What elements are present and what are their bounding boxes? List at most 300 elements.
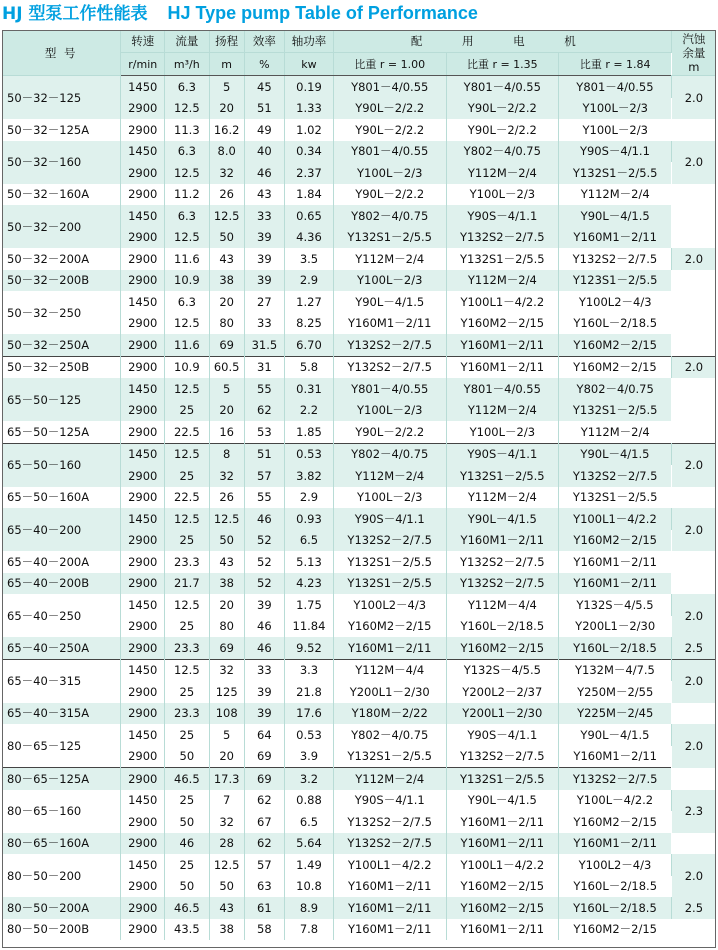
head-cell: 12.5 [209, 508, 244, 530]
motor-sg2-cell: Y132S2－2/7.5 [446, 746, 559, 768]
head-cell: 32 [209, 162, 244, 184]
motor-sg3-cell: Y132S1－2/5.5 [559, 162, 672, 184]
model-cell: 80－65－125 [2, 724, 121, 768]
table-row [2, 768, 716, 790]
npsh-cell: 2.0 [671, 76, 716, 120]
col-sg1: 比重 r = 1.00 [333, 53, 446, 76]
page-title [0, 0, 718, 26]
eff-cell: 31.5 [244, 334, 284, 356]
eff-cell: 46 [244, 162, 284, 184]
table-row [2, 487, 716, 509]
motor-sg1-cell: Y90S－4/1.1 [333, 790, 446, 812]
motor-sg1-cell: Y100L－2/3 [333, 400, 446, 422]
eff-cell: 39 [244, 681, 284, 703]
npsh-cell: 2.3 [671, 790, 716, 833]
npsh-cell: 2.0 [671, 508, 716, 551]
npsh-cell: 2.0 [671, 594, 716, 637]
motor-sg2-cell: Y802－4/0.75 [446, 141, 559, 163]
eff-cell: 67 [244, 811, 284, 833]
flow-cell: 22.5 [165, 487, 210, 509]
motor-sg1-cell: Y132S2－2/7.5 [333, 356, 446, 378]
motor-sg2-cell: Y160M1－2/11 [446, 356, 559, 378]
motor-sg2-cell: Y160M1－2/11 [446, 334, 559, 356]
power-cell: 0.65 [285, 205, 334, 227]
power-cell: 0.88 [285, 790, 334, 812]
model-group [2, 551, 716, 573]
unit-head: m [209, 53, 244, 76]
unit-eff: % [244, 53, 284, 76]
model-group [2, 248, 716, 270]
eff-cell: 33 [244, 205, 284, 227]
motor-sg1-cell: Y112M－2/4 [333, 465, 446, 487]
table-row [2, 119, 716, 141]
model-cell: 80－65－125A [2, 768, 121, 790]
flow-cell: 10.9 [165, 356, 210, 378]
table-row [2, 205, 716, 227]
eff-cell: 39 [244, 594, 284, 616]
speed-cell: 2900 [121, 313, 165, 335]
flow-cell: 46 [165, 833, 210, 855]
flow-cell: 25 [165, 530, 210, 552]
eff-cell: 62 [244, 400, 284, 422]
power-cell: 11.84 [285, 616, 334, 638]
power-cell: 8.25 [285, 313, 334, 335]
flow-cell: 25 [165, 681, 210, 703]
motor-sg2-cell: Y100L1－4/2.2 [446, 291, 559, 313]
model-cell: 50－32－250A [2, 334, 121, 356]
power-cell: 8.9 [285, 897, 334, 919]
head-cell: 50 [209, 530, 244, 552]
motor-sg1-cell: Y132S2－2/7.5 [333, 334, 446, 356]
motor-sg2-cell: Y90S－4/1.1 [446, 443, 559, 465]
model-cell: 50－32－160 [2, 141, 121, 184]
eff-cell: 57 [244, 465, 284, 487]
flow-cell: 12.5 [165, 162, 210, 184]
motor-sg1-cell: Y160M2－2/15 [333, 616, 446, 638]
motor-sg3-cell: Y132S2－2/7.5 [559, 768, 672, 790]
model-cell: 80－50－200 [2, 854, 121, 897]
power-cell: 2.9 [285, 487, 334, 509]
model-group [2, 378, 716, 421]
model-group [2, 291, 716, 334]
motor-sg1-cell: Y801－4/0.55 [333, 76, 446, 98]
motor-sg2-cell: Y160M1－2/11 [446, 811, 559, 833]
motor-sg3-cell: Y112M－2/4 [559, 184, 672, 206]
table-row [2, 724, 716, 746]
model-group [2, 334, 716, 356]
speed-cell: 2900 [121, 573, 165, 595]
table-row [2, 291, 716, 313]
power-cell: 5.13 [285, 551, 334, 573]
flow-cell: 25 [165, 465, 210, 487]
power-cell: 1.02 [285, 119, 334, 141]
head-cell: 32 [209, 811, 244, 833]
motor-sg1-cell: Y132S1－2/5.5 [333, 573, 446, 595]
eff-cell: 55 [244, 487, 284, 509]
flow-cell: 50 [165, 811, 210, 833]
title-zh: HJ 型泵工作性能表 [2, 4, 148, 24]
speed-cell: 2900 [121, 334, 165, 356]
eff-cell: 62 [244, 833, 284, 855]
head-cell: 17.3 [209, 768, 244, 790]
eff-cell: 46 [244, 508, 284, 530]
flow-cell: 25 [165, 790, 210, 812]
power-cell: 1.85 [285, 421, 334, 443]
motor-sg2-cell: Y100L－2/3 [446, 184, 559, 206]
table-row [2, 443, 716, 465]
table-row [2, 248, 716, 270]
model-cell: 80－50－200B [2, 919, 121, 941]
eff-cell: 46 [244, 637, 284, 659]
motor-sg1-cell: Y100L1－4/2.2 [333, 854, 446, 876]
head-cell: 60.5 [209, 356, 244, 378]
motor-sg2-cell: Y112M－2/4 [446, 400, 559, 422]
motor-sg2-cell: Y801－4/0.55 [446, 378, 559, 400]
power-cell: 1.84 [285, 184, 334, 206]
speed-cell: 2900 [121, 270, 165, 292]
speed-cell: 2900 [121, 897, 165, 919]
speed-cell: 2900 [121, 746, 165, 768]
head-cell: 125 [209, 681, 244, 703]
motor-sg1-cell: Y802－4/0.75 [333, 443, 446, 465]
flow-cell: 6.3 [165, 141, 210, 163]
motor-sg2-cell: Y801－4/0.55 [446, 76, 559, 98]
motor-sg1-cell: Y90S－4/1.1 [333, 508, 446, 530]
flow-cell: 50 [165, 876, 210, 898]
model-cell: 80－65－160A [2, 833, 121, 855]
eff-cell: 27 [244, 291, 284, 313]
flow-cell: 25 [165, 400, 210, 422]
flow-cell: 46.5 [165, 768, 210, 790]
flow-cell: 12.5 [165, 313, 210, 335]
motor-sg3-cell: Y200L1－2/30 [559, 616, 672, 638]
motor-sg1-cell: Y132S1－2/5.5 [333, 746, 446, 768]
power-cell: 9.52 [285, 637, 334, 659]
model-group [2, 76, 716, 120]
head-cell: 8 [209, 443, 244, 465]
motor-sg3-cell: Y160M2－2/15 [559, 356, 672, 378]
model-cell: 50－32－160A [2, 184, 121, 206]
motor-sg3-cell: Y132M－4/7.5 [559, 659, 672, 681]
power-cell: 2.9 [285, 270, 334, 292]
table-row [2, 356, 716, 378]
npsh-cell: 2.5 [671, 897, 716, 919]
motor-sg1-cell: Y90L－2/2.2 [333, 421, 446, 443]
head-cell: 26 [209, 487, 244, 509]
head-cell: 5 [209, 378, 244, 400]
motor-sg1-cell: Y100L－2/3 [333, 487, 446, 509]
head-cell: 80 [209, 313, 244, 335]
table-row [2, 270, 716, 292]
head-cell: 108 [209, 703, 244, 725]
model-group [2, 508, 716, 551]
motor-sg1-cell: Y801－4/0.55 [333, 378, 446, 400]
col-sg3: 比重 r = 1.84 [559, 53, 672, 76]
model-cell: 65－40－200A [2, 551, 121, 573]
table-header [2, 30, 716, 76]
motor-sg3-cell: Y160M1－2/11 [559, 746, 672, 768]
speed-cell: 1450 [121, 790, 165, 812]
flow-cell: 12.5 [165, 443, 210, 465]
motor-sg1-cell: Y112M－2/4 [333, 768, 446, 790]
power-cell: 0.53 [285, 443, 334, 465]
model-group [2, 356, 716, 378]
motor-sg1-cell: Y90L－2/2.2 [333, 184, 446, 206]
head-cell: 16.2 [209, 119, 244, 141]
head-cell: 20 [209, 400, 244, 422]
motor-sg3-cell: Y100L－2/3 [559, 119, 672, 141]
power-cell: 3.5 [285, 248, 334, 270]
speed-cell: 2900 [121, 400, 165, 422]
motor-sg2-cell: Y112M－2/4 [446, 487, 559, 509]
speed-cell: 2900 [121, 703, 165, 725]
motor-sg1-cell: Y200L1－2/30 [333, 681, 446, 703]
head-cell: 7 [209, 790, 244, 812]
motor-sg2-cell: Y112M－4/4 [446, 594, 559, 616]
eff-cell: 69 [244, 746, 284, 768]
npsh-cell: 2.0 [671, 659, 716, 703]
table-row [2, 919, 716, 941]
eff-cell: 39 [244, 227, 284, 249]
speed-cell: 2900 [121, 811, 165, 833]
flow-cell: 23.3 [165, 637, 210, 659]
motor-sg1-cell: Y100L－2/3 [333, 270, 446, 292]
head-cell: 12.5 [209, 854, 244, 876]
model-cell: 65－50－160A [2, 487, 121, 509]
model-group [2, 659, 716, 703]
col-power: 轴功率 [285, 30, 334, 53]
npsh-cell: 2.0 [671, 854, 716, 897]
motor-sg3-cell: Y90L－4/1.5 [559, 205, 672, 227]
motor-sg2-cell: Y160M1－2/11 [446, 919, 559, 941]
motor-sg1-cell: Y112M－4/4 [333, 659, 446, 681]
flow-cell: 23.3 [165, 551, 210, 573]
motor-sg2-cell: Y90L－2/2.2 [446, 98, 559, 120]
speed-cell: 1450 [121, 141, 165, 163]
speed-cell: 1450 [121, 594, 165, 616]
motor-sg3-cell: Y160M2－2/15 [559, 919, 672, 941]
motor-sg2-cell: Y112M－2/4 [446, 270, 559, 292]
table-row [2, 378, 716, 400]
motor-sg2-cell: Y132S2－2/7.5 [446, 227, 559, 249]
motor-sg1-cell: Y132S1－2/5.5 [333, 551, 446, 573]
speed-cell: 1450 [121, 378, 165, 400]
model-group [2, 573, 716, 595]
motor-sg1-cell: Y90L－2/2.2 [333, 119, 446, 141]
model-cell: 65－50－125A [2, 421, 121, 443]
motor-sg1-cell: Y132S2－2/7.5 [333, 833, 446, 855]
flow-cell: 25 [165, 724, 210, 746]
head-cell: 32 [209, 465, 244, 487]
flow-cell: 46.5 [165, 897, 210, 919]
motor-sg2-cell: Y90L－2/2.2 [446, 119, 559, 141]
motor-sg3-cell: Y160M1－2/11 [559, 573, 672, 595]
eff-cell: 39 [244, 270, 284, 292]
model-group [2, 897, 716, 919]
head-cell: 20 [209, 594, 244, 616]
motor-sg3-cell: Y100L2－4/3 [559, 291, 672, 313]
speed-cell: 2900 [121, 768, 165, 790]
power-cell: 3.3 [285, 659, 334, 681]
table-row [2, 897, 716, 919]
motor-sg2-cell: Y132S－4/5.5 [446, 659, 559, 681]
flow-cell: 11.2 [165, 184, 210, 206]
motor-sg3-cell: Y160L－2/18.5 [559, 313, 672, 335]
head-cell: 38 [209, 573, 244, 595]
speed-cell: 2900 [121, 119, 165, 141]
eff-cell: 33 [244, 659, 284, 681]
speed-cell: 2900 [121, 833, 165, 855]
model-cell: 50－32－250 [2, 291, 121, 334]
motor-sg2-cell: Y132S1－2/5.5 [446, 465, 559, 487]
head-cell: 80 [209, 616, 244, 638]
title-en: HJ Type pump Table of Performance [167, 3, 478, 23]
model-cell: 50－32－250B [2, 356, 121, 378]
speed-cell: 2900 [121, 637, 165, 659]
model-group [2, 205, 716, 248]
flow-cell: 10.9 [165, 270, 210, 292]
motor-sg3-cell: Y801－4/0.55 [559, 76, 672, 98]
model-cell: 50－32－125 [2, 76, 121, 120]
col-speed: 转速 [121, 30, 165, 53]
eff-cell: 61 [244, 897, 284, 919]
speed-cell: 2900 [121, 162, 165, 184]
col-npsh [671, 30, 716, 76]
flow-cell: 6.3 [165, 291, 210, 313]
flow-cell: 12.5 [165, 227, 210, 249]
flow-cell: 23.3 [165, 703, 210, 725]
flow-cell: 12.5 [165, 594, 210, 616]
motor-sg3-cell: Y250M－2/55 [559, 681, 672, 703]
flow-cell: 6.3 [165, 76, 210, 98]
speed-cell: 2900 [121, 681, 165, 703]
head-cell: 20 [209, 746, 244, 768]
motor-sg3-cell: Y132S1－2/5.5 [559, 400, 672, 422]
motor-sg2-cell: Y100L1－4/2.2 [446, 854, 559, 876]
motor-sg2-cell: Y160L－2/18.5 [446, 616, 559, 638]
motor-sg1-cell: Y90L－2/2.2 [333, 98, 446, 120]
model-group [2, 703, 716, 725]
eff-cell: 52 [244, 573, 284, 595]
power-cell: 10.8 [285, 876, 334, 898]
model-cell: 50－32－200A [2, 248, 121, 270]
motor-sg3-cell: Y100L－2/3 [559, 98, 672, 120]
speed-cell: 2900 [121, 487, 165, 509]
model-group [2, 443, 716, 487]
motor-sg2-cell: Y160M2－2/15 [446, 876, 559, 898]
eff-cell: 63 [244, 876, 284, 898]
speed-cell: 2900 [121, 184, 165, 206]
motor-sg1-cell: Y160M1－2/11 [333, 313, 446, 335]
col-head: 扬程 [209, 30, 244, 53]
motor-sg1-cell: Y112M－2/4 [333, 248, 446, 270]
npsh-cell: 2.0 [671, 443, 716, 487]
head-cell: 20 [209, 291, 244, 313]
flow-cell: 6.3 [165, 205, 210, 227]
motor-sg3-cell: Y123S1－2/5.5 [559, 270, 672, 292]
speed-cell: 1450 [121, 76, 165, 98]
flow-cell: 11.3 [165, 119, 210, 141]
head-cell: 8.0 [209, 141, 244, 163]
eff-cell: 57 [244, 854, 284, 876]
flow-cell: 21.7 [165, 573, 210, 595]
flow-cell: 22.5 [165, 421, 210, 443]
power-cell: 17.6 [285, 703, 334, 725]
motor-sg2-cell: Y132S2－2/7.5 [446, 573, 559, 595]
speed-cell: 2900 [121, 616, 165, 638]
table-row [2, 76, 716, 98]
power-cell: 0.53 [285, 724, 334, 746]
table-row [2, 790, 716, 812]
motor-sg2-cell: Y160M2－2/15 [446, 313, 559, 335]
model-cell: 65－50－160 [2, 443, 121, 487]
motor-sg2-cell: Y90L－4/1.5 [446, 508, 559, 530]
unit-power: kw [285, 53, 334, 76]
col-model: 型 号 [2, 30, 121, 76]
speed-cell: 1450 [121, 854, 165, 876]
eff-cell: 52 [244, 551, 284, 573]
eff-cell: 31 [244, 356, 284, 378]
model-cell: 65－40－315A [2, 703, 121, 725]
table-row [2, 551, 716, 573]
head-cell: 43 [209, 551, 244, 573]
flow-cell: 12.5 [165, 659, 210, 681]
head-cell: 12.5 [209, 205, 244, 227]
model-cell: 50－32－200B [2, 270, 121, 292]
flow-cell: 43.5 [165, 919, 210, 941]
motor-sg3-cell: Y802－4/0.75 [559, 378, 672, 400]
motor-sg3-cell: Y160M2－2/15 [559, 334, 672, 356]
motor-sg2-cell: Y132S1－2/5.5 [446, 768, 559, 790]
eff-cell: 39 [244, 248, 284, 270]
table-row [2, 421, 716, 443]
model-group [2, 637, 716, 659]
speed-cell: 2900 [121, 356, 165, 378]
motor-sg1-cell: Y801－4/0.55 [333, 141, 446, 163]
head-cell: 50 [209, 227, 244, 249]
power-cell: 6.70 [285, 334, 334, 356]
motor-sg2-cell: Y160M1－2/11 [446, 833, 559, 855]
flow-cell: 50 [165, 746, 210, 768]
motor-sg1-cell: Y160M1－2/11 [333, 876, 446, 898]
motor-sg1-cell: Y160M1－2/11 [333, 919, 446, 941]
model-cell: 65－40－200B [2, 573, 121, 595]
speed-cell: 1450 [121, 659, 165, 681]
npsh-cell: 2.0 [671, 141, 716, 184]
head-cell: 26 [209, 184, 244, 206]
motor-sg2-cell: Y132S2－2/7.5 [446, 551, 559, 573]
table-row [2, 508, 716, 530]
motor-sg3-cell: Y160M1－2/11 [559, 227, 672, 249]
power-cell: 7.8 [285, 919, 334, 941]
unit-speed: r/min [121, 53, 165, 76]
speed-cell: 2900 [121, 530, 165, 552]
motor-sg3-cell: Y160L－2/18.5 [559, 897, 672, 919]
motor-sg1-cell: Y160M1－2/11 [333, 637, 446, 659]
head-cell: 69 [209, 334, 244, 356]
npsh-cell: 2.0 [671, 356, 716, 378]
motor-sg3-cell: Y90L－4/1.5 [559, 443, 672, 465]
motor-sg1-cell: Y132S1－2/5.5 [333, 227, 446, 249]
power-cell: 6.5 [285, 811, 334, 833]
table-row [2, 833, 716, 855]
model-group [2, 184, 716, 206]
flow-cell: 11.6 [165, 334, 210, 356]
power-cell: 21.8 [285, 681, 334, 703]
motor-sg1-cell: Y100L2－4/3 [333, 594, 446, 616]
unit-flow: m³/h [165, 53, 210, 76]
motor-sg1-cell: Y160M1－2/11 [333, 897, 446, 919]
